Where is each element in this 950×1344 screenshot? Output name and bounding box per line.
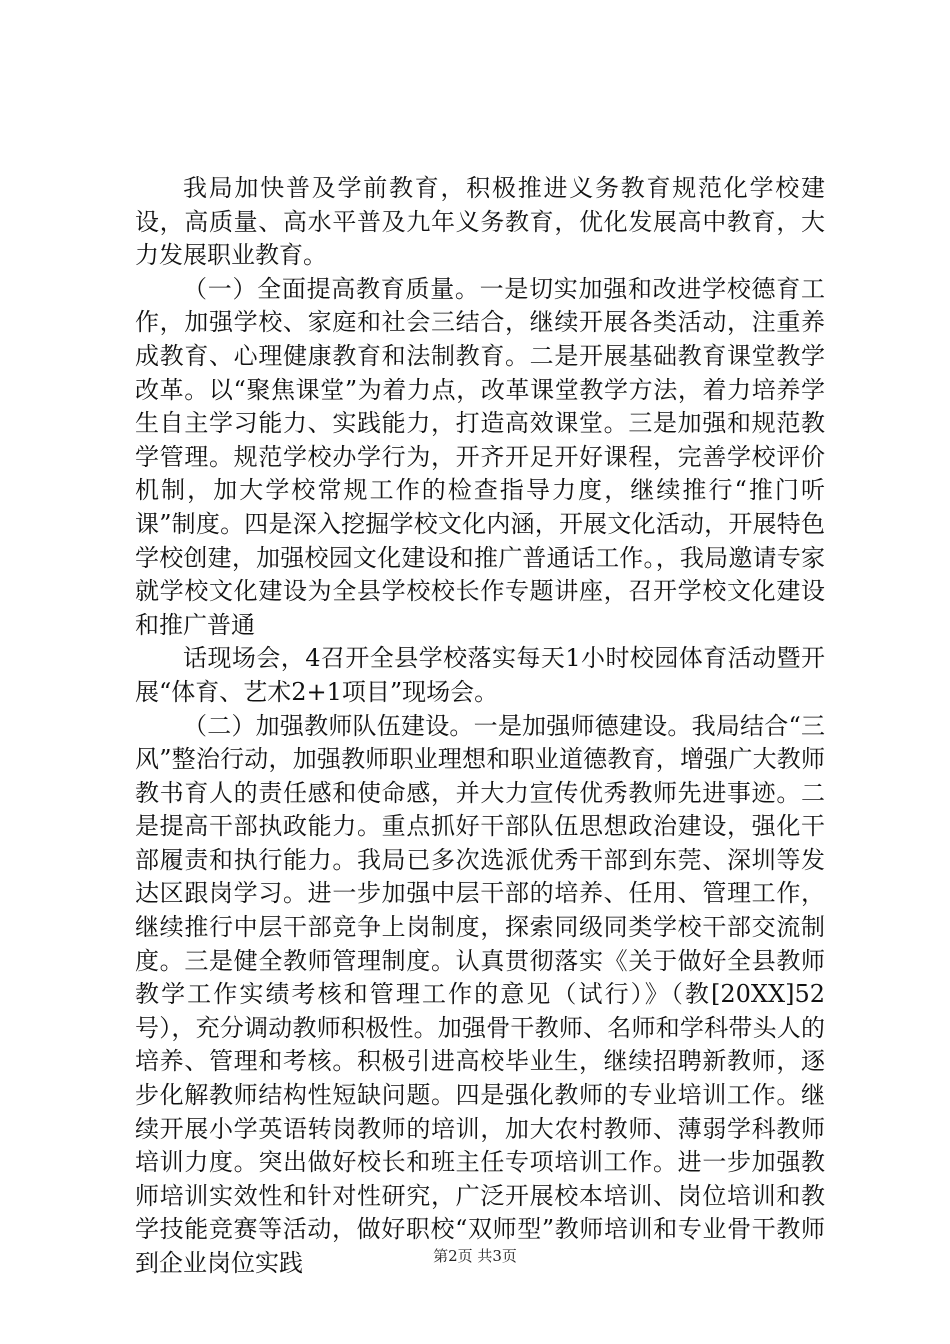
paragraph-section-1: （一）全面提高教育质量。一是切实加强和改进学校德育工作，加强学校、家庭和社会三结合，继续开展各类活动，注重养成教育、心理健康教育和法制教育。二是开展基础教育课堂教学改革。以“聚焦课堂”为着力点，改革课堂教学方法，着力培养学生自主学习能力、实践能力，打造高效课堂。三是加强和规范教学管理。规范学校办学行为，开齐开足开好课程，完善学校评价机制，加大学校常规工作的检查指导力度，继续推行“推门听课”制度。四是深入挖掘学校文化内涵，开展文化活动，开展特色学校创建，加强校园文化建设和推广普通话工作。，我局邀请专家就学校文化建设为全县学校校长作专题讲座，召开学校文化建设和推广普通 (135, 274, 825, 639)
page-number-footer: 第2页 共3页 (433, 1247, 517, 1265)
paragraph-intro: 我局加快普及学前教育，积极推进义务教育规范化学校建设，高质量、高水平普及九年义务教育，优化发展高中教育，大力发展职业教育。 (135, 174, 825, 270)
document-body (135, 172, 825, 1281)
paragraph-continuation: 话现场会，4召开全县学校落实每天1小时校园体育活动暨开展“体育、艺术2+1项目”现场会。 (135, 644, 825, 706)
paragraph-section-2: （二）加强教师队伍建设。一是加强师德建设。我局结合“三风”整治行动，加强教师职业理想和职业道德教育，增强广大教师教书育人的责任感和使命感，并大力宣传优秀教师先进事迹。二是提高干部执政能力。重点抓好干部队伍思想政治建设，强化干部履责和执行能力。我局已多次选派优秀干部到东莞、深圳等发达区跟岗学习。进一步加强中层干部的培养、任用、管理工作，继续推行中层干部竞争上岗制度，探索同级同类学校干部交流制度。三是健全教师管理制度。认真贯彻落实《关于做好全县教师教学工作实绩考核和管理工作的意见（试行）》（教[20XX]52号），充分调动教师积极性。加强骨干教师、名师和学科带头人的培养、管理和考核。积极引进高校毕业生，继续招聘新教师，逐步化解教师结构性短缺问题。四是强化教师的专业培训工作。继续开展小学英语转岗教师的培训，加大农村教师、薄弱学科教师培训力度。突出做好校长和班主任专项培训工作。进一步加强教师培训实效性和针对性研究，广泛开展校本培训、岗位培训和教学技能竞赛等活动，做好职校“双师型”教师培训和专业骨干教师到企业岗位实践 (135, 711, 825, 1277)
